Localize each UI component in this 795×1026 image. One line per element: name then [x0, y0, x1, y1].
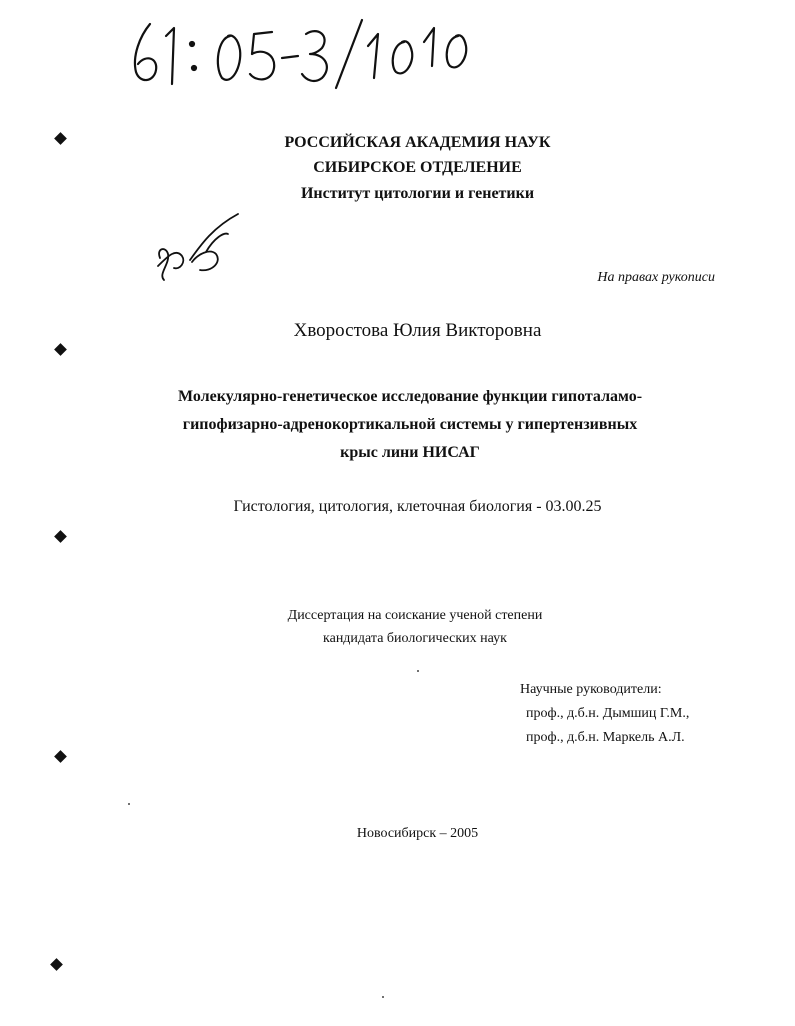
degree-line-1: Диссертация на соискание ученой степени	[287, 608, 543, 623]
binding-hole-mark	[54, 343, 67, 356]
dissertation-title	[160, 383, 660, 467]
scan-speck	[128, 803, 130, 805]
title-line-2: гипофизарно-адренокортикальной системы у гипертензивных	[182, 416, 638, 433]
title-line-3: крыс лини НИСАГ	[340, 444, 480, 461]
author-name: Хворостова Юлия Викторовна	[293, 320, 542, 341]
binding-hole-mark	[54, 750, 67, 763]
institution-line-1: РОССИЙСКАЯ АКАДЕМИЯ НАУК	[284, 134, 551, 151]
advisors-heading: Научные руководители:	[520, 682, 662, 697]
handwritten-catalog-code	[122, 6, 502, 96]
degree-line-2: кандидата биологических наук	[323, 631, 507, 646]
advisor-1: проф., д.б.н. Дымшиц Г.М.,	[526, 706, 690, 721]
rights-note: На правах рукописи	[597, 270, 715, 285]
city-year: Новосибирск – 2005	[356, 826, 479, 841]
binding-hole-mark	[54, 530, 67, 543]
scan-speck	[417, 670, 419, 672]
advisor-2: проф., д.б.н. Маркель А.Л.	[526, 730, 685, 745]
institution-line-2: СИБИРСКОЕ ОТДЕЛЕНИЕ	[313, 159, 522, 176]
handwritten-signature-mark	[150, 208, 240, 288]
title-line-1: Молекулярно-генетическое исследование функции гипоталамо-	[177, 388, 643, 405]
degree-statement	[230, 604, 600, 650]
institution-line-3: Институт цитологии и генетики	[300, 185, 535, 202]
scan-speck	[382, 996, 384, 998]
binding-hole-mark	[50, 958, 63, 971]
advisors-block	[520, 678, 689, 750]
specialty-code: Гистология, цитология, клеточная биология - 03.00.25	[233, 498, 602, 515]
